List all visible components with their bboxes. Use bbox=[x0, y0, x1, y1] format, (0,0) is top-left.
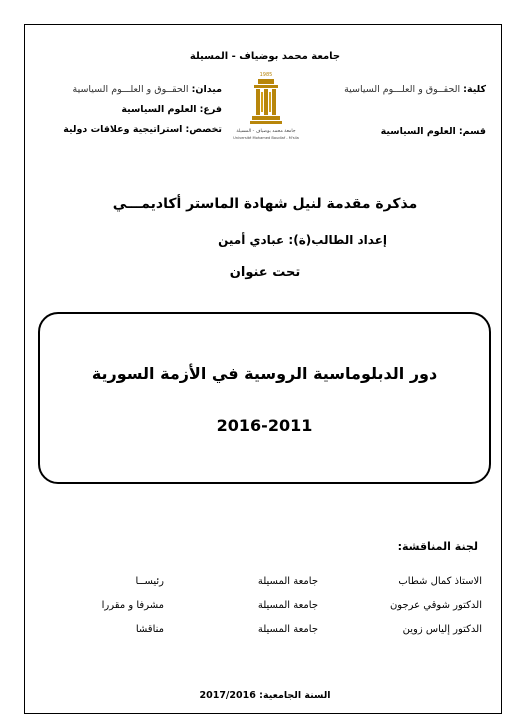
specialty-line bbox=[63, 124, 222, 135]
faculty-value: الحقــوق و العلـــوم السياسية bbox=[344, 84, 461, 95]
member-3-role: مناقشا bbox=[135, 624, 164, 635]
specialty-value: استراتيجية وعلاقات دولية bbox=[63, 124, 183, 135]
field-value: الحقــوق و العلـــوم السياسية bbox=[72, 84, 189, 95]
branch-line bbox=[121, 104, 222, 115]
field-label: ميدان: bbox=[191, 84, 222, 95]
logo-arabic: جامعة محمد بوضياف - المسيلة bbox=[236, 129, 296, 134]
thesis-years: 2016-2011 bbox=[216, 416, 313, 435]
faculty-label: كلية: bbox=[463, 84, 486, 95]
branch-value: العلوم السياسية bbox=[121, 104, 197, 115]
thesis-title: دور الدبلوماسية الروسية في الأزمة السورية bbox=[91, 364, 438, 383]
logo-year: 1985 bbox=[259, 72, 273, 78]
department-line bbox=[381, 126, 486, 137]
university-name: جامعة محمد بوضياف - المسيلة bbox=[189, 51, 341, 62]
academic-year-value: 2017/2016 bbox=[199, 690, 256, 701]
academic-year bbox=[0, 690, 530, 701]
member-3-university: جامعة المسيلة bbox=[257, 624, 318, 635]
member-1-name: الاستاذ كمال شطاب bbox=[398, 576, 482, 587]
thesis-heading: مذكرة مقدمة لنيل شهادة الماستر أكاديمـــي bbox=[112, 196, 418, 212]
committee-heading: لجنة المناقشة: bbox=[397, 540, 478, 553]
member-3-name: الدكتور إلياس زوين bbox=[402, 624, 482, 635]
specialty-label: تخصص: bbox=[185, 124, 222, 135]
member-2-role: مشرفا و مقررا bbox=[101, 600, 164, 611]
university-logo-icon bbox=[233, 68, 299, 152]
department-value: العلوم السياسية bbox=[380, 126, 456, 137]
member-1-university: جامعة المسيلة bbox=[257, 576, 318, 587]
member-2-university: جامعة المسيلة bbox=[257, 600, 318, 611]
student-line: إعداد الطالب(ة): عبادي أمين bbox=[218, 233, 387, 247]
under-title: تحت عنوان bbox=[229, 265, 301, 280]
branch-label: فرع: bbox=[199, 104, 222, 115]
logo-latin: Université Mohamed Boudiaf - M'sila bbox=[233, 136, 299, 140]
title-box bbox=[38, 312, 491, 484]
field-line bbox=[72, 84, 222, 95]
member-2-name: الدكتور شوقي عرجون bbox=[389, 600, 482, 611]
department-label: قسم: bbox=[458, 126, 486, 137]
academic-year-label: السنة الجامعية: bbox=[259, 690, 331, 701]
member-1-role: رئيســا bbox=[135, 576, 164, 587]
faculty-line bbox=[344, 84, 486, 95]
